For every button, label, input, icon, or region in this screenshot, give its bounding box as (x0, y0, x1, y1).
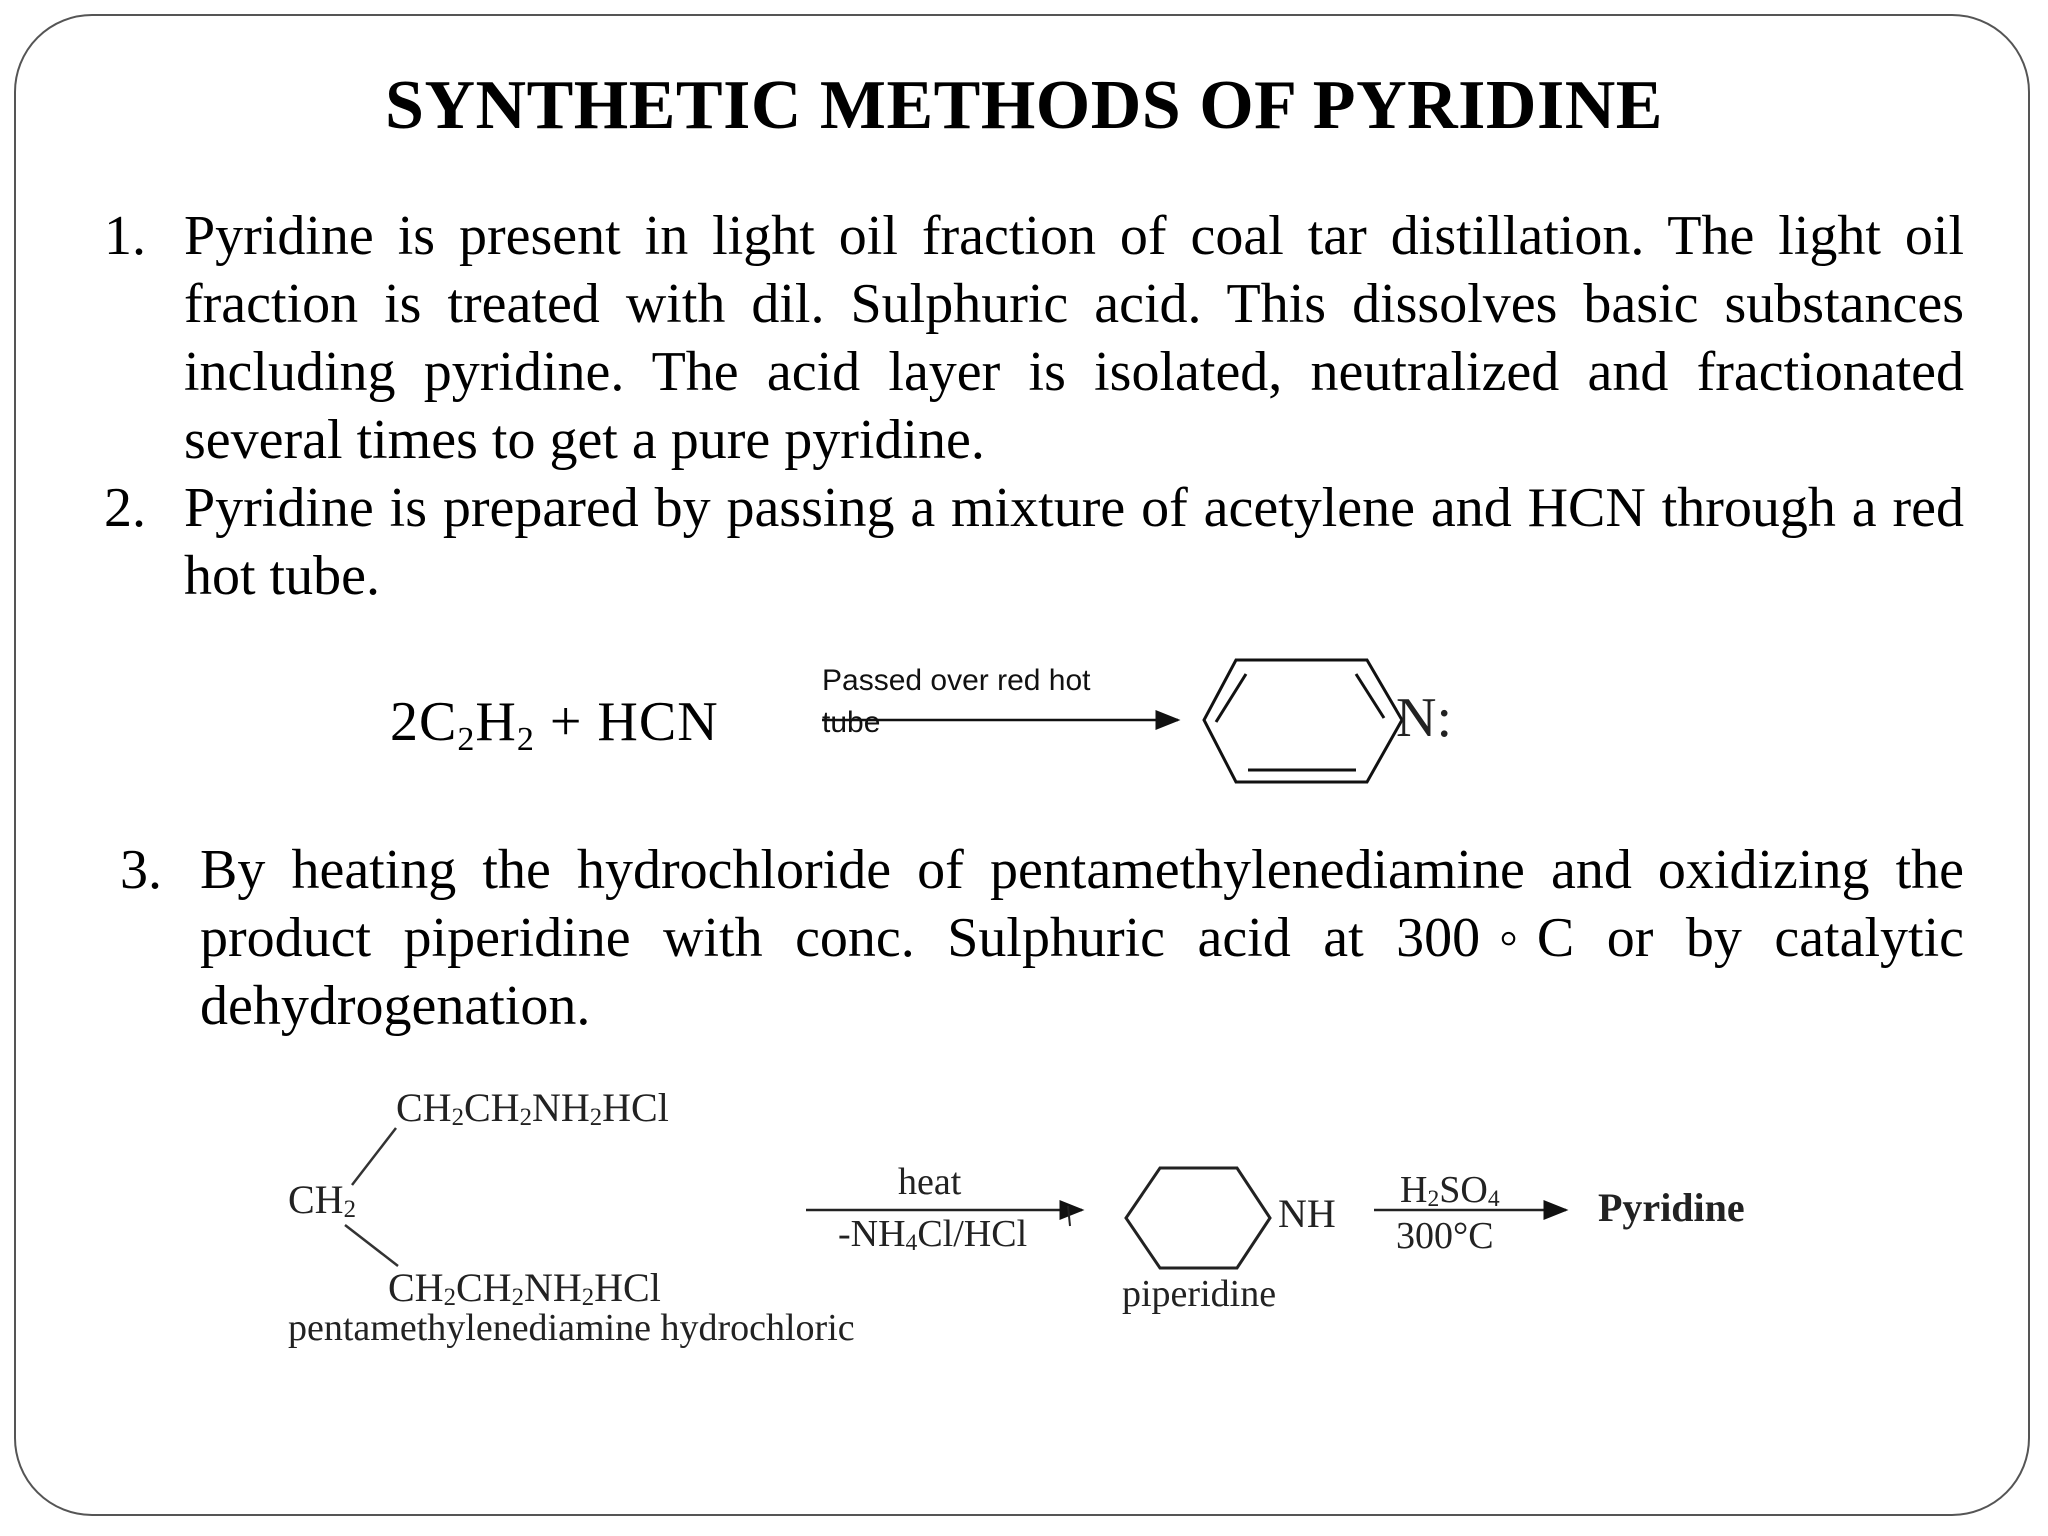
reactant-name: pentamethylenediamine hydrochloric (288, 1307, 855, 1349)
lower-bond (345, 1225, 398, 1266)
item-text: Pyridine is present in light oil fraction of coal tar distillation. The light oil fraction is treated with dil. Sulphuric acid. This dissolves basic substances including pyridine. The acid layer is isolated, neutralized and fractionated several times to get a pure pyridine. (184, 205, 1964, 471)
upper-bond (352, 1128, 396, 1185)
item-text: Pyridine is prepared by passing a mixture of acetylene and HCN through a red hot tube. (184, 477, 1964, 607)
reaction1-condition: Passed over red hot (822, 664, 1091, 697)
pyridine-nitrogen: N: (1396, 687, 1452, 749)
item-number: 2. (104, 477, 146, 539)
arrow2-bottom-label: 300°C (1396, 1215, 1494, 1257)
pyridine-ring (1204, 660, 1402, 782)
piperidine-ring (1126, 1168, 1270, 1268)
upper-chain: $CH_2CH_2NH_2HCl$ (396, 1085, 669, 1131)
item-number: 3. (120, 839, 162, 901)
reaction1-reactants: $2C_2H_2$ + HCN (390, 691, 719, 758)
reaction1-condition-line2: tube (822, 706, 881, 739)
item-number: 1. (104, 205, 146, 267)
product-label: Pyridine (1598, 1185, 1745, 1230)
method-item-3 (120, 836, 1964, 1040)
piperidine-nh: NH (1278, 1191, 1336, 1236)
arrow1-top-label: heat (898, 1161, 962, 1203)
slide-title: SYNTHETIC METHODS OF PYRIDINE (385, 67, 1663, 144)
arrow1-bottom-label: $-NH_4Cl$/HCl (838, 1213, 1028, 1256)
arrow2-top-label: $H_2SO_4$ (1400, 1169, 1500, 1212)
lower-chain: $CH_2CH_2NH_2HCl$ (388, 1265, 661, 1311)
piperidine-label: piperidine (1122, 1273, 1277, 1315)
item-text: By heating the hydrochloride of pentamethylenediamine and oxidizing the product piperidine with conc. Sulphuric acid at 300◦C or by catalytic dehydrogenation. (200, 839, 1964, 1037)
center-carbon: $CH_2$ (288, 1177, 356, 1223)
